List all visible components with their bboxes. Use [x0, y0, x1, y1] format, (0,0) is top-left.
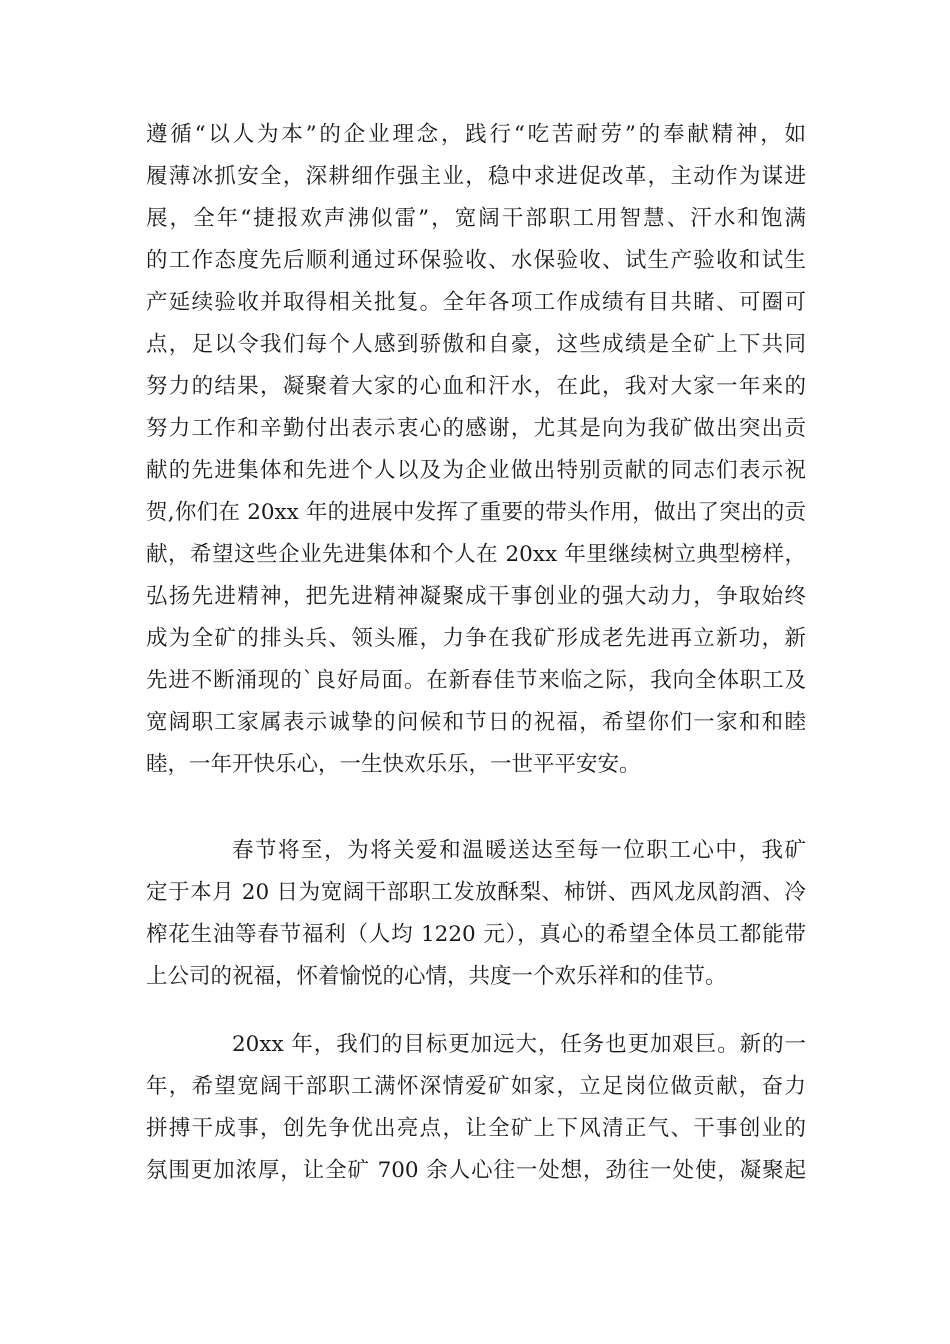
- text-line: 春节将至，为将关爱和温暖送达至每一位职工心中，我矿: [232, 838, 806, 863]
- text-line: 先进不断涌现的`良好局面。在新春佳节来临之际，我向全体职工及: [146, 668, 806, 693]
- text-line: 拼搏干成事，创先争优出亮点，让全矿上下风清正气、干事创业的: [146, 1116, 806, 1141]
- text-line: 展，全年“捷报欢声沸似雷”，宽阔干部职工用智慧、汗水和饱满: [146, 206, 806, 231]
- text-line: 定于本月 20 日为宽阔干部职工发放酥梨、柿饼、西风龙凤韵酒、冷: [146, 880, 806, 905]
- text-line: 成为全矿的排头兵、领头雁，力争在我矿形成老先进再立新功，新: [146, 626, 806, 651]
- text-line: 的工作态度先后顺利通过环保验收、水保验收、试生产验收和试生: [146, 248, 806, 273]
- text-line: 履薄冰抓安全，深耕细作强主业，稳中求进促改革，主动作为谋进: [146, 164, 806, 189]
- text-line: 点，足以令我们每个人感到骄傲和自豪，这些成绩是全矿上下共同: [146, 332, 806, 357]
- text-line: 努力的结果，凝聚着大家的心血和汗水，在此，我对大家一年来的: [146, 374, 806, 399]
- text-line: 睦，一年开快乐心，一生快欢乐乐，一世平平安安。: [146, 752, 641, 777]
- paragraph-2: [146, 830, 806, 998]
- text-line: 献的先进集体和先进个人以及为企业做出特别贡献的同志们表示祝: [146, 458, 806, 483]
- text-line: 上公司的祝福，怀着愉悦的心情，共度一个欢乐祥和的佳节。: [146, 964, 727, 989]
- paragraph-3: [146, 1024, 806, 1192]
- text-line: 20xx 年，我们的目标更加远大，任务也更加艰巨。新的一: [232, 1032, 806, 1057]
- text-line: 宽阔职工家属表示诚挚的问候和节日的祝福，希望你们一家和和睦: [146, 710, 806, 735]
- paragraph-1: [146, 114, 806, 786]
- text-line: 贺,你们在 20xx 年的进展中发挥了重要的带头作用，做出了突出的贡: [146, 500, 806, 525]
- text-line: 产延续验收并取得相关批复。全年各项工作成绩有目共睹、可圈可: [146, 290, 806, 315]
- text-line: 榨花生油等春节福利（人均 1220 元），真心的希望全体员工都能带: [146, 922, 806, 947]
- text-line: 氛围更加浓厚，让全矿 700 余人心往一处想，劲往一处使，凝聚起: [146, 1158, 806, 1183]
- text-line: 弘扬先进精神，把先进精神凝聚成干事创业的强大动力，争取始终: [146, 584, 806, 609]
- text-line: 遵循“以人为本”的企业理念，践行“吃苦耐劳”的奉献精神，如: [146, 122, 806, 147]
- text-line: 努力工作和辛勤付出表示衷心的感谢，尤其是向为我矿做出突出贡: [146, 416, 806, 441]
- text-line: 年，希望宽阔干部职工满怀深情爱矿如家，立足岗位做贡献，奋力: [146, 1074, 806, 1099]
- text-line: 献，希望这些企业先进集体和个人在 20xx 年里继续树立典型榜样，: [146, 542, 806, 567]
